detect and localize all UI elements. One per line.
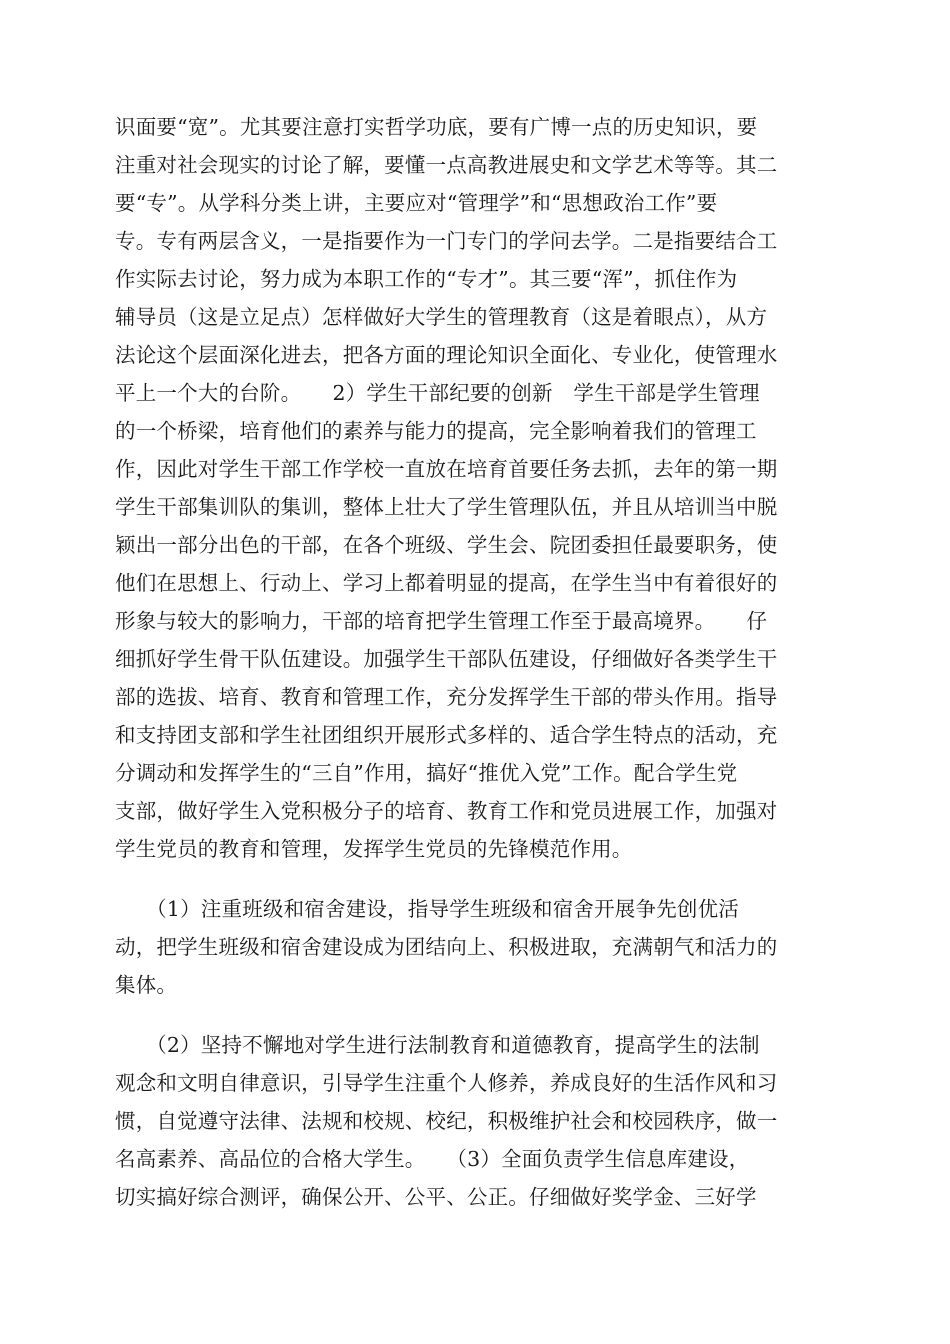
- document-body: [115, 108, 835, 1216]
- text-line: 的一个桥梁，培育他们的素养与能力的提高，完全影响着我们的管理工: [115, 419, 757, 443]
- text-line: 形象与较大的影响力，干部的培育把学生管理工作至于最高境界。 仔: [115, 609, 768, 633]
- text-line: 切实搞好综合测评，确保公开、公平、公正。仔细做好奖学金、三好学: [115, 1185, 757, 1209]
- text-line: 注重对社会现实的讨论了解，要懂一点高教进展史和文学艺术等等。其二: [115, 153, 778, 177]
- text-line: 颖出一部分出色的干部，在各个班级、学生会、院团委担任最要职务，使: [115, 533, 778, 557]
- text-line: 观念和文明自律意识，引导学生注重个人修养，养成良好的生活作风和习: [115, 1071, 778, 1095]
- text-line: 细抓好学生骨干队伍建设。加强学生干部队伍建设，仔细做好各类学生干: [115, 647, 778, 671]
- text-line: 支部，做好学生入党积极分子的培育、教育工作和党员进展工作，加强对: [115, 799, 778, 823]
- text-line: 作实际去讨论，努力成为本职工作的“专才”。其三要“浑”，抓住作为: [115, 267, 738, 291]
- paragraph-spacer: [115, 1004, 835, 1026]
- text-line: 辅导员（这是立足点）怎样做好大学生的管理教育（这是着眼点），从方: [115, 305, 768, 329]
- paragraph-block-2: [115, 890, 835, 1004]
- paragraph-block-3: [115, 1026, 835, 1216]
- paragraph-spacer: [115, 868, 835, 890]
- text-line: 他们在思想上、行动上、学习上都着明显的提高，在学生当中有着很好的: [115, 571, 778, 595]
- text-line: （2）坚持不懈地对学生进行法制教育和道德教育，提高学生的法制: [115, 1033, 760, 1057]
- text-line: （1）注重班级和宿舍建设，指导学生班级和宿舍开展争先创优活: [115, 897, 739, 921]
- text-line: 专。专有两层含义，一是指要作为一门专门的学问去学。二是指要结合工: [115, 229, 778, 253]
- text-line: 惯，自觉遵守法律、法规和校规、校纪，积极维护社会和校园秩序，做一: [115, 1109, 778, 1133]
- text-line: 动，把学生班级和宿舍建设成为团结向上、积极进取，充满朝气和活力的: [115, 935, 778, 959]
- text-line: 平上一个大的台阶。 2）学生干部纪要的创新 学生干部是学生管理: [115, 381, 760, 405]
- text-line: 学生干部集训队的集训，整体上壮大了学生管理队伍，并且从培训当中脱: [115, 495, 778, 519]
- text-line: 学生党员的教育和管理，发挥学生党员的先锋模范作用。: [115, 837, 633, 861]
- text-line: 和支持团支部和学生社团组织开展形式多样的、适合学生特点的活动，充: [115, 723, 778, 747]
- text-line: 作，因此对学生干部工作学校一直放在培育首要任务去抓，去年的第一期: [115, 457, 778, 481]
- text-line: 法论这个层面深化进去，把各方面的理论知识全面化、专业化，使管理水: [115, 343, 778, 367]
- text-line: 集体。: [115, 973, 178, 997]
- text-line: 要“专”。从学科分类上讲，主要应对“管理学”和“思想政治工作”要: [115, 191, 718, 215]
- text-line: 分调动和发挥学生的“三自”作用，搞好“推优入党”工作。配合学生党: [115, 761, 738, 785]
- text-line: 名高素养、高品位的合格大学生。 （3）全面负责学生信息库建设，: [115, 1147, 750, 1171]
- paragraph-block-1: [115, 108, 835, 868]
- text-line: 部的选拔、培育、教育和管理工作，充分发挥学生干部的带头作用。指导: [115, 685, 778, 709]
- text-line: 识面要“宽”。尤其要注意打实哲学功底，要有广博一点的历史知识，要: [115, 115, 758, 139]
